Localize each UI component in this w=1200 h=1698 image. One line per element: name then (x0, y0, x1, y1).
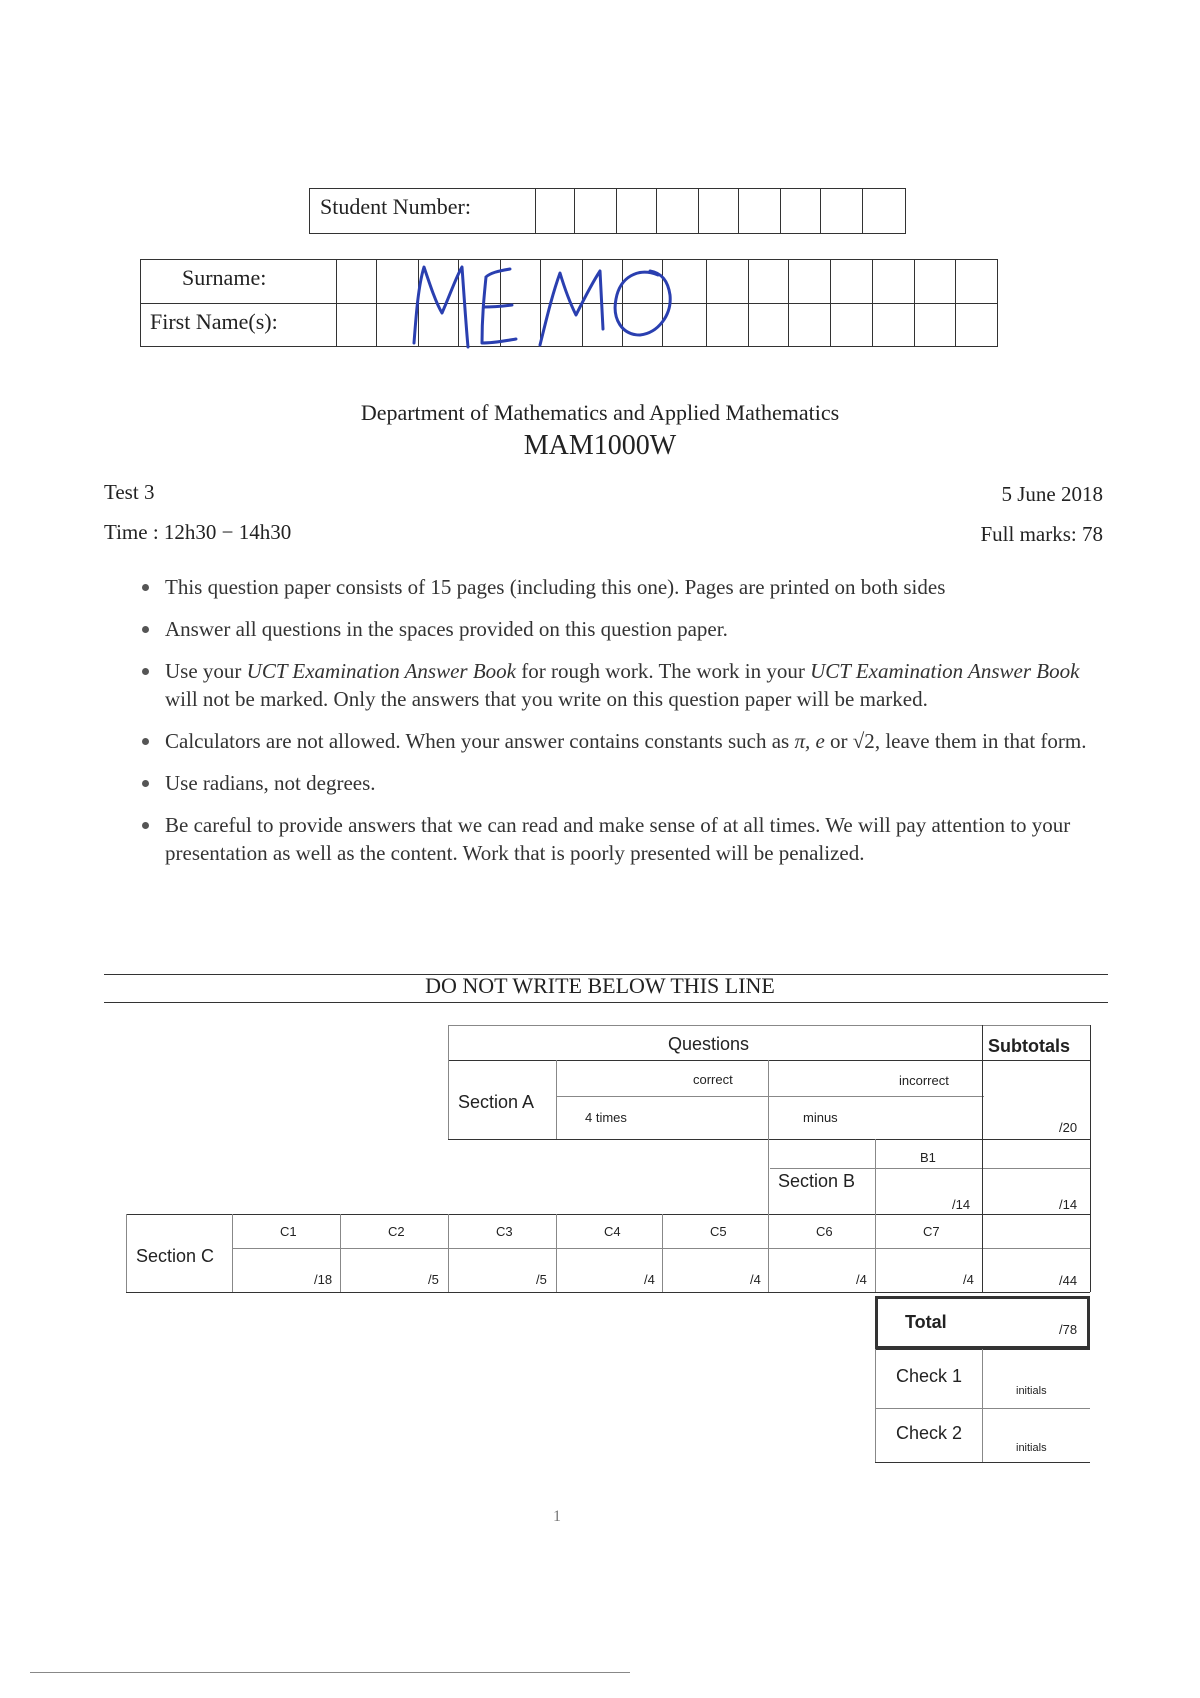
section-c-question-mark: /4 (963, 1272, 974, 1287)
check-vline (875, 1349, 876, 1462)
section-c-question-label: C6 (816, 1224, 833, 1239)
instruction-presentation: Be careful to provide answers that we can read and make sense of at all times. We will pay attention to your presentation as well as the content. Work that is poorly presented will be penalized. (140, 811, 1115, 867)
section-c-question-mark: /18 (314, 1272, 333, 1287)
instructions-list (140, 573, 1115, 881)
section-c-total: /44 (1059, 1273, 1078, 1288)
name-cell-divider (872, 259, 873, 347)
table-line (448, 1060, 1090, 1061)
section-c-question-mark: /4 (750, 1272, 761, 1287)
table-vline (448, 1214, 449, 1292)
name-cell-divider (914, 259, 915, 347)
department-title: Department of Mathematics and Applied Mathematics (360, 400, 840, 425)
student-number-cell-divider (738, 188, 739, 234)
instruction-calculators: Calculators are not allowed. When your answer contains constants such as π, e or √2, leave them in that form. (140, 727, 1115, 755)
table-vline (662, 1214, 663, 1292)
student-number-cell-divider (616, 188, 617, 234)
questions-header: Questions (668, 1034, 750, 1054)
section-c-label: Section C (136, 1246, 215, 1266)
correct-label: correct (693, 1072, 733, 1087)
incorrect-label: incorrect (899, 1073, 949, 1088)
memo-letter-e (482, 269, 516, 343)
table-line (448, 1139, 1090, 1140)
student-number-cell-divider (698, 188, 699, 234)
test-time: Time : 12h30 − 14h30 (104, 520, 292, 544)
total-label: Total (905, 1312, 947, 1332)
full-marks: Full marks: 78 (980, 522, 1103, 546)
section-b-total: /14 (1059, 1197, 1078, 1212)
divider-bottom (104, 1002, 1108, 1003)
check-1-label: Check 1 (896, 1366, 963, 1386)
test-date: 5 June 2018 (1001, 482, 1103, 506)
section-c-question-label: C7 (923, 1224, 940, 1239)
test-number: Test 3 (104, 480, 155, 504)
section-c-question-mark: /4 (644, 1272, 655, 1287)
check-2-initials: initials (1016, 1442, 1047, 1454)
instruction-radians: Use radians, not degrees. (140, 769, 1115, 797)
section-c-question-label: C2 (388, 1224, 405, 1239)
section-c-question-label: C4 (604, 1224, 621, 1239)
check-2-label: Check 2 (896, 1423, 963, 1443)
minus-label: minus (803, 1110, 838, 1125)
handwritten-memo (400, 255, 690, 355)
section-a-total: /20 (1059, 1120, 1078, 1135)
check-1-initials: initials (1016, 1385, 1047, 1397)
table-vline (875, 1139, 876, 1292)
instruction-answer-all: Answer all questions in the spaces provided on this question paper. (140, 615, 1115, 643)
b1-label: B1 (920, 1150, 936, 1165)
scan-edge-bottom (30, 1672, 630, 1673)
table-line (448, 1025, 1090, 1026)
table-line (556, 1096, 984, 1097)
table-vline (556, 1214, 557, 1292)
name-label-divider (336, 259, 337, 347)
table-line (126, 1292, 1090, 1293)
section-c-question-mark: /4 (856, 1272, 867, 1287)
section-c-question-mark: /5 (536, 1272, 547, 1287)
student-number-cell-divider (535, 188, 536, 234)
first-names-label: First Name(s): (150, 309, 278, 334)
memo-letter-m2 (540, 271, 603, 345)
page-number: 1 (553, 1508, 561, 1525)
table-line (770, 1168, 1090, 1169)
section-a-label: Section A (458, 1092, 535, 1112)
name-cell-divider (830, 259, 831, 347)
section-c-question-label: C1 (280, 1224, 297, 1239)
b1-mark: /14 (952, 1197, 971, 1212)
name-cell-divider (376, 259, 377, 347)
student-number-cell-divider (656, 188, 657, 234)
surname-label: Surname: (182, 265, 267, 290)
instruction-pages: This question paper consists of 15 pages (including this one). Pages are printed on both sides (140, 573, 1115, 601)
student-number-cell-divider (574, 188, 575, 234)
name-cell-divider (788, 259, 789, 347)
table-vline (1090, 1025, 1091, 1292)
name-cell-divider (748, 259, 749, 347)
subtotals-header: Subtotals (988, 1036, 1071, 1056)
course-code: MAM1000W (523, 430, 677, 461)
table-vline (126, 1214, 127, 1292)
table-vline (556, 1060, 557, 1139)
student-number-cell-divider (820, 188, 821, 234)
name-cell-divider (955, 259, 956, 347)
table-line (232, 1248, 1090, 1249)
table-vline (340, 1214, 341, 1292)
table-vline (232, 1214, 233, 1292)
check-vline (982, 1349, 983, 1462)
section-c-question-mark: /5 (428, 1272, 439, 1287)
table-vline (982, 1025, 983, 1292)
total-mark: /78 (1059, 1322, 1078, 1337)
student-number-cell-divider (780, 188, 781, 234)
divider-text: DO NOT WRITE BELOW THIS LINE (425, 973, 775, 998)
student-number-label: Student Number: (320, 194, 471, 219)
table-vline (448, 1025, 449, 1139)
four-times-label: 4 times (585, 1110, 627, 1125)
table-line (126, 1214, 1090, 1215)
table-vline (768, 1060, 769, 1292)
memo-letter-m1 (414, 267, 468, 347)
section-c-question-label: C3 (496, 1224, 513, 1239)
name-cell-divider (706, 259, 707, 347)
instruction-rough-work: Use your UCT Examination Answer Book for rough work. The work in your UCT Examination Answer Book will not be marked. Only the answers that you write on this question paper will be marked. (140, 657, 1115, 713)
section-b-label: Section B (778, 1171, 856, 1191)
memo-letter-o (615, 271, 670, 335)
check-bottom (875, 1462, 1090, 1463)
student-number-cell-divider (862, 188, 863, 234)
section-c-question-label: C5 (710, 1224, 727, 1239)
